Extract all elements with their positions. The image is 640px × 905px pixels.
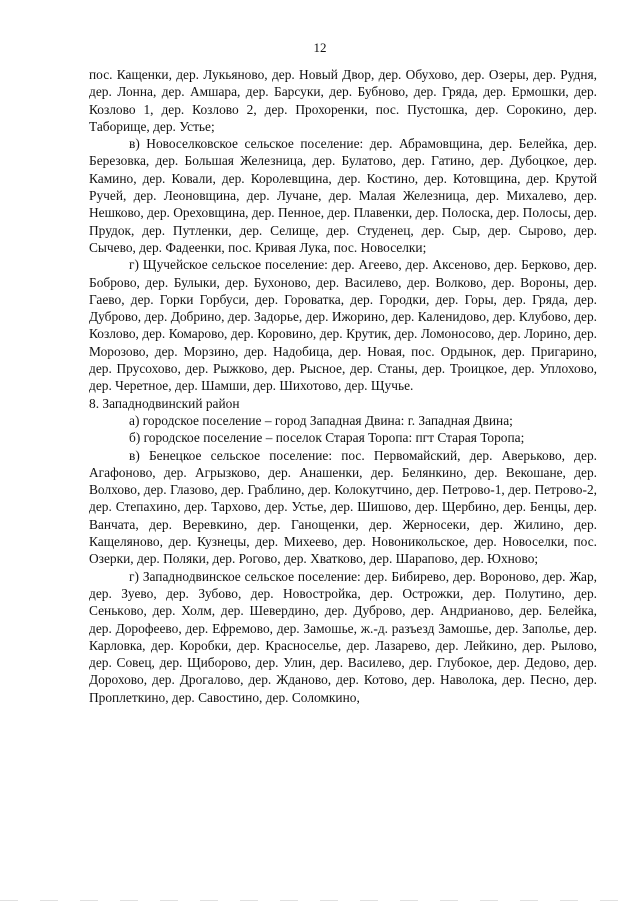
document-body bbox=[89, 66, 597, 706]
paragraph-continuation: пос. Кащенки, дер. Лукьяново, дер. Новый Двор, дер. Обухово, дер. Озеры, дер. Рудня, дер. Лонна, дер. Амшара, дер. Барсуки, дер. Бубново, дер. Гряда, дер. Ермошки, дер. Козлово 1, дер. Козлово 2, дер. Прохоренки, пос. Пустошка, дер. Сорокино, дер. Таборище, дер. Устье; bbox=[89, 67, 597, 134]
paragraph-shchucheyskoe: г) Щучейское сельское поселение: дер. Агеево, дер. Аксеново, дер. Берково, дер. Боброво, дер. Булыки, дер. Бухоново, дер. Василево, дер. Волково, дер. Вороны, дер. Гаево, дер. Горки Горбуси, дер. Горoватка, дер. Городки, дер. Горы, дер. Гряда, дер. Дуброво, дер. Добрино, дер. Задорье, дер. Ижорино, дер. Каленидово, дер. Клубово, дер. Козлово, дер. Комарово, дер. Коровино, дер. Крутик, дер. Ломоносово, дер. Лорино, дер. Морозово, дер. Морзино, дер. Надобица, дер. Новая, пос. Ордынок, дер. Пригарино, дер. Прусохово, дер. Рыжково, дер. Рысное, дер. Станы, дер. Троицкое, дер. Уплохово, дер. Черетное, дер. Шамши, дер. Шихотово, дер. Щучье. bbox=[89, 257, 597, 394]
section-heading: 8. Западнодвинский район bbox=[89, 395, 240, 411]
paragraph-zapadnodvinskoe: г) Западнодвинское сельское поселение: дер. Бибирево, дер. Вороново, дер. Жар, дер. Зуево, дер. Зубово, дер. Новостройка, дер. Острожки, дер. Полутино, дер. Сенькoво, дер. Холм, дер. Шевердино, дер. Дуброво, дер. Андрианово, дер. Белейка, дер. Дорофеево, дер. Ефремово, дер. Замошье, ж.-д. разъезд Замошье, дер. Заполье, дер. Карловка, дер. Коробки, дер. Красноселье, дер. Лазарево, дер. Лейкино, дер. Рылово, дер. Совец, дер. Щиборово, дер. Улин, дер. Василево, дер. Глубокое, дер. Дедово, дер. Дорохово, дер. Дрогалово, дер. Жданово, дер. Котово, дер. Наволока, дер. Песно, дер. Проплеткино, дер. Савостино, дер. Соломкино, bbox=[89, 568, 597, 705]
scan-artifact-line bbox=[0, 900, 640, 901]
paragraph-novoselkovskoe: в) Новоселковское сельское поселение: дер. Абрамовщина, дер. Белейка, дер. Березовка, дер. Большая Железница, дер. Булатово, дер. Гатино, дер. Дубоцкое, дер. Камино, дер. Ковали, дер. Королевщина, дер. Костино, дер. Котовщина, дер. Крутой Ручей, дер. Леоновщина, дер. Лучане, дер. Малая Железница, дер. Михалево, дер. Нешково, дер. Ореховщина, дер. Пенное, дер. Плавенки, дер. Полоска, дер. Полосы, дер. Прудок, дер. Путленки, дер. Селище, дер. Студенец, дер. Сыр, дер. Сырово, дер. Сычево, дер. Фадеенки, пос. Кривая Лука, пос. Новоселки; bbox=[89, 136, 597, 255]
page-number: 12 bbox=[313, 40, 327, 55]
paragraph-benetskoe: в) Бенецкое сельское поселение: пос. Первомайский, дер. Аверьково, дер. Агафоново, дер. Агрызково, дер. Анашенки, дер. Белянкино, дер. Векошане, дер. Волхово, дер. Глазово, дер. Граблино, дер. Колокутчино, дер. Петрово-1, дер. Петрово-2, дер. Степахино, дер. Тархово, дер. Устье, дер. Шишово, дер. Щербино, дер. Бенцы, дер. Ванчата, дер. Веревкино, дер. Ганощенки, дер. Жерносеки, дер. Жилино, дер. Кащеляново, дер. Кузнецы, дер. Михеево, дер. Новоникольское, дер. Новоселки, пос. Озерки, дер. Поляки, дер. Рогово, дер. Хватково, дер. Шарапово, дер. Юхново; bbox=[89, 447, 597, 567]
paragraph-zapadnaya-dvina-city: а) городское поселение – город Западная Двина: г. Западная Двина; bbox=[129, 412, 513, 428]
paragraph-staraya-toropa: б) городское поселение – поселок Старая Торопа: пгт Старая Торопа; bbox=[129, 430, 525, 446]
